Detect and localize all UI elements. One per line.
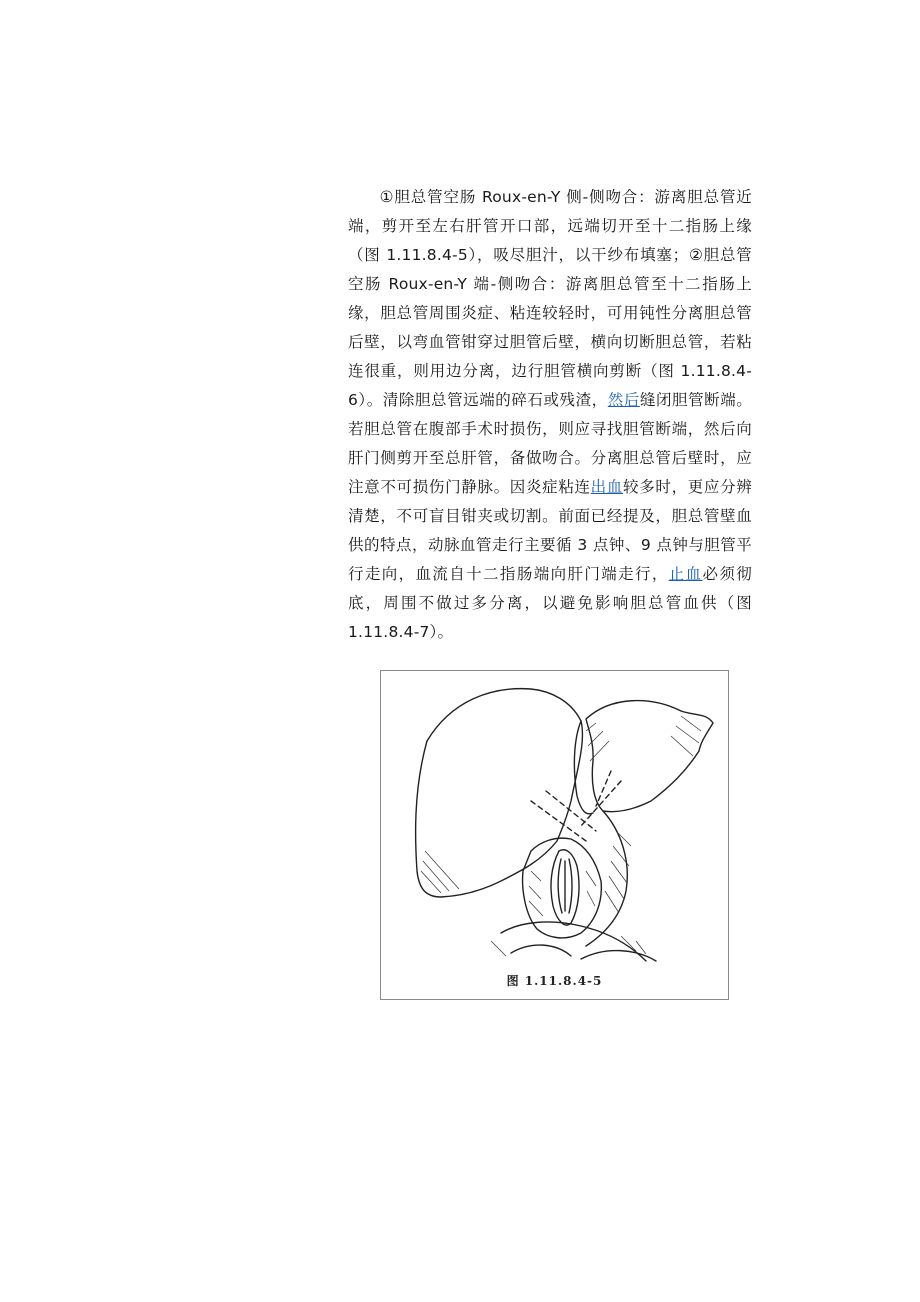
figure-caption: 图 1.11.8.4-5 [506, 974, 603, 988]
guide-line-3 [581, 781, 621, 826]
incision-inner-left [558, 859, 562, 913]
lower-tissue-outline [501, 922, 646, 961]
body-paragraph [348, 183, 752, 647]
right-tissue-outline [586, 811, 627, 946]
surgical-figure [380, 670, 729, 1000]
shading-hatching [421, 716, 701, 956]
paragraph-text-3: 较多时，更应分辨清楚，不可盲目钳夹或切割。前面已经提及，胆总管壁血供的特点，动脉血管走行主要循 3 点钟、9 点钟与胆管平行走向，血流自十二指肠端向肝门端走行， [348, 478, 752, 583]
link-zhixue[interactable]: 止血 [668, 565, 703, 583]
paragraph-text-1: ①胆总管空肠 Roux-en-Y 侧-侧吻合：游离胆总管近端，剪开至左右肝管开口部，远端切开至十二指肠上缘（图 1.11.8.4-5），吸尽胆汁，以干纱布填塞；②胆总管空肠 Roux-en-Y 端-侧吻合：游离胆总管至十二指肠上缘，胆总管周围炎症、粘连较轻时，可用钝性分离胆总管后壁，以弯血管钳穿过胆管后壁，横向切断胆总管，若粘连很重，则用边分离，边行胆管横向剪断（图 1.11.8.4-6）。清除胆总管远端的碎石或残渣， [348, 188, 752, 409]
bowel-loop-1 [511, 945, 571, 956]
right-lobe-outline [416, 689, 583, 897]
liver-illustration [381, 671, 728, 999]
guide-line-1 [531, 801, 586, 841]
left-lobe-outline [586, 701, 713, 812]
guide-line-2 [546, 791, 596, 831]
incision-inner-right [569, 859, 572, 913]
link-ranhou[interactable]: 然后 [607, 391, 640, 409]
link-chuxue[interactable]: 出血 [590, 478, 624, 496]
paragraph-text-4: 必须彻底，周围不做过多分离，以避免影响胆总管血供（图 1.11.8.4-7）。 [348, 565, 752, 641]
paragraph-text-2: 缝闭胆管断端。若胆总管在腹部手术时损伤，则应寻找胆管断端，然后向肝门侧剪开至总肝管，备做吻合。分离胆总管后壁时，应注意不可损伤门静脉。因炎症粘连 [348, 391, 752, 496]
